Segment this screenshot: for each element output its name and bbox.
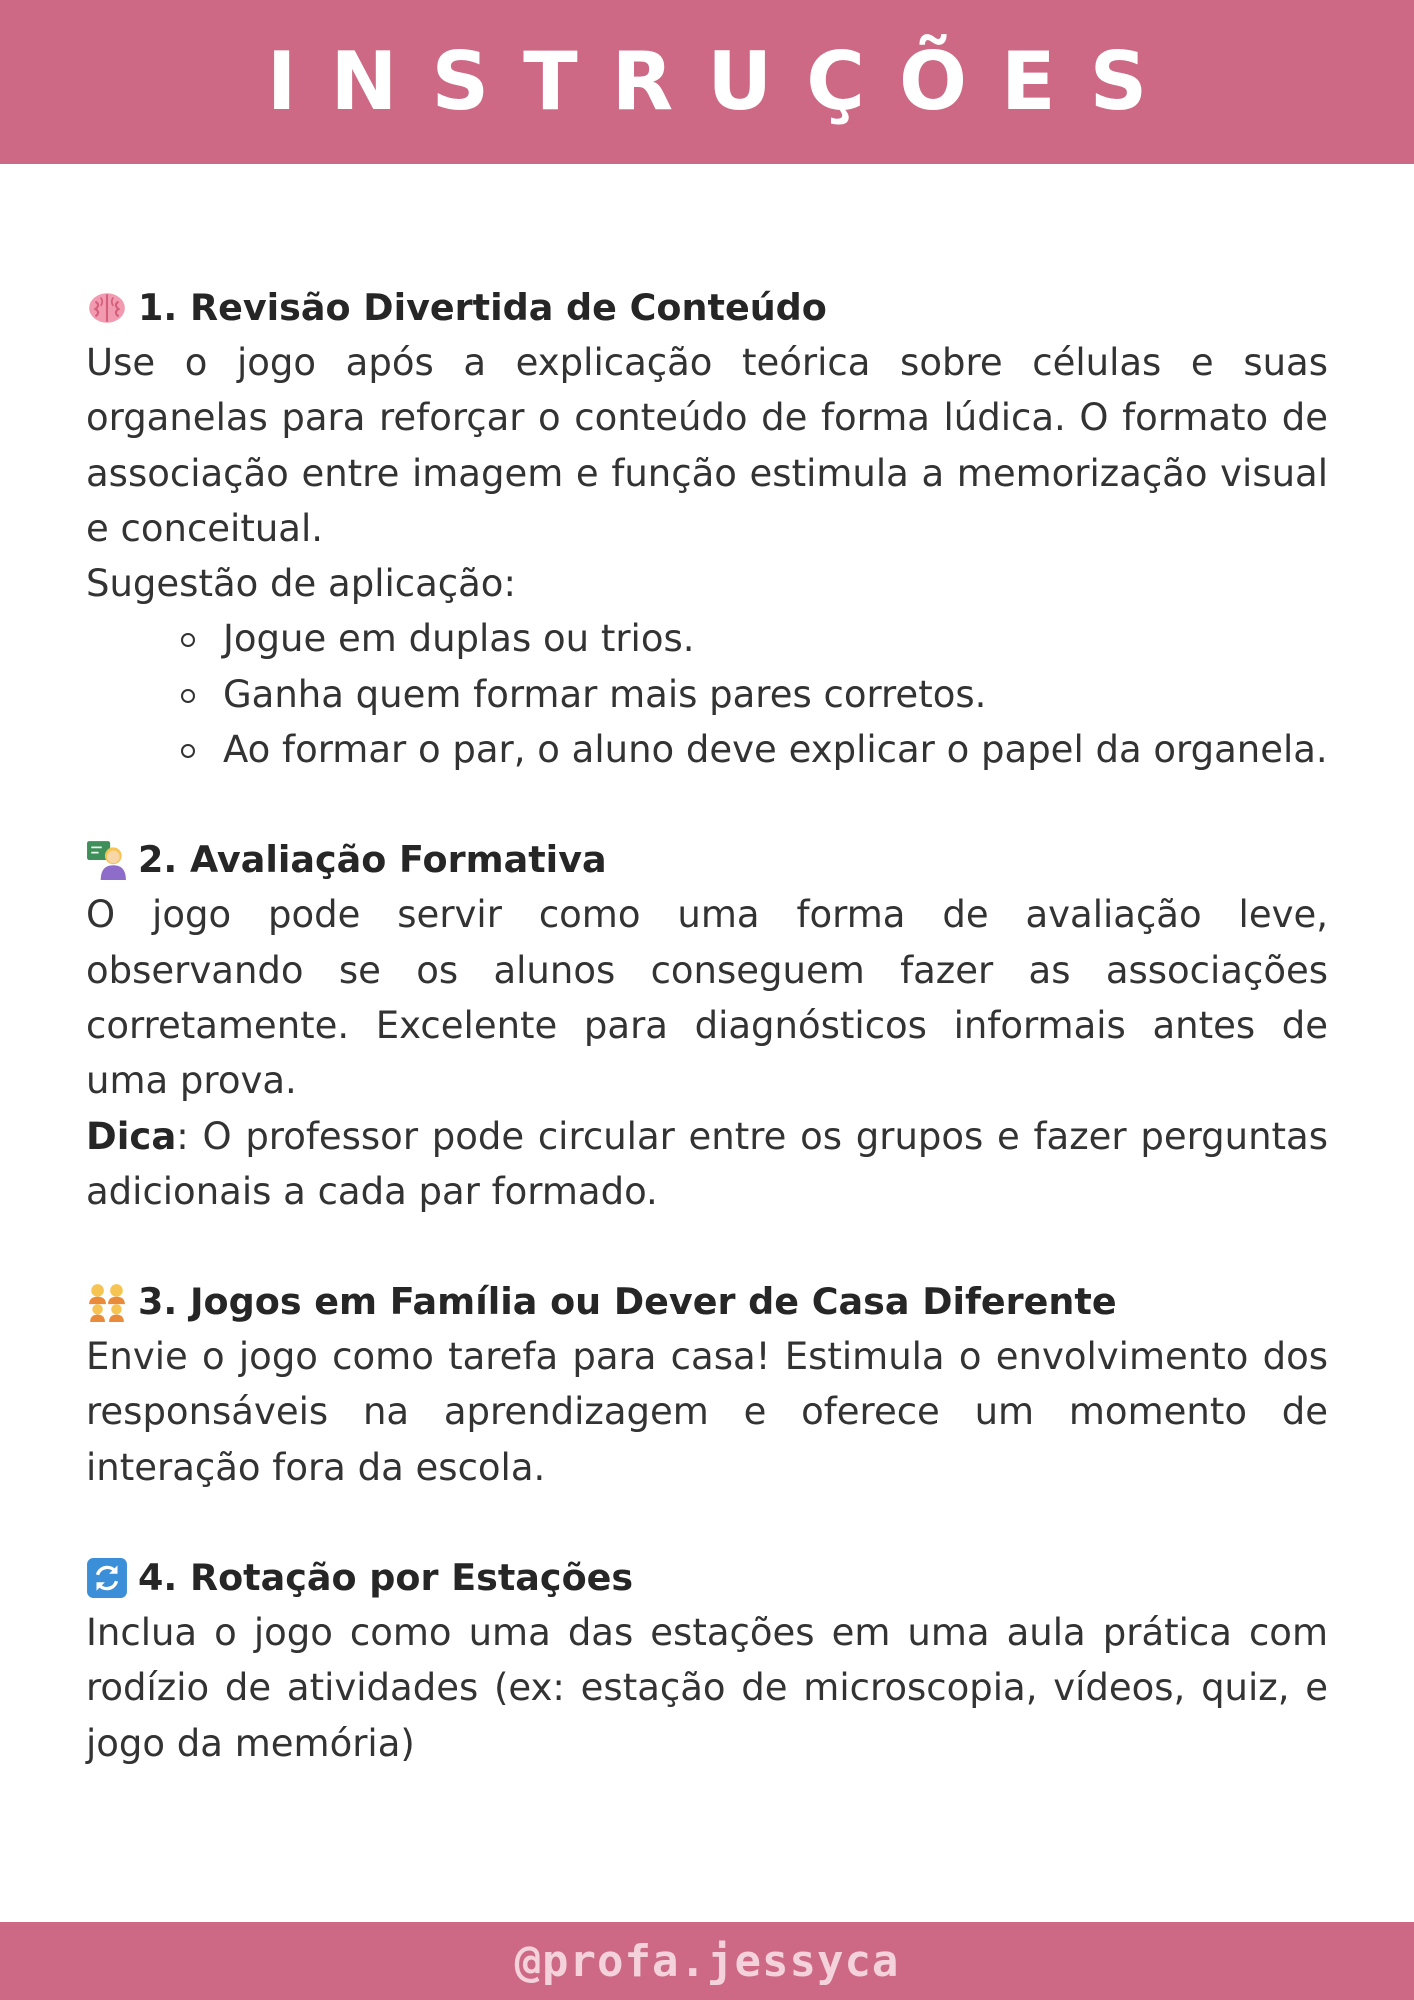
rotation-arrows-icon (86, 1557, 128, 1599)
teacher-icon (86, 839, 128, 881)
suggestion-list (86, 611, 1328, 777)
brain-icon (86, 287, 128, 329)
section-body: Use o jogo após a explicação teórica sobre células e suas organelas para reforçar o conteúdo de forma lúdica. O formato de associação entre imagem e função estimula a memorização visual e conceitual. (86, 341, 1328, 550)
list-item-text: Ao formar o par, o aluno deve explicar o papel da organela. (223, 728, 1328, 772)
bullet-circle-icon (181, 744, 195, 758)
header-banner (0, 0, 1414, 164)
tip-text: : O professor pode circular entre os grupos e fazer perguntas adicionais a cada par formado. (86, 1114, 1328, 1213)
section-title (86, 832, 1328, 887)
section-title (86, 1274, 1328, 1329)
section-body: O jogo pode servir como uma forma de avaliação leve, observando se os alunos conseguem fazer as associações corretamente. Excelente para diagnósticos informais antes de uma prova. (86, 893, 1328, 1103)
section-title-text: 4. Rotação por Estações (138, 1556, 634, 1600)
section-revisao (86, 280, 1328, 777)
list-item (223, 611, 1328, 666)
section-familia (86, 1274, 1328, 1495)
bullet-circle-icon (181, 689, 195, 703)
suggestion-label: Sugestão de aplicação: (86, 562, 516, 606)
page-title: INSTRUÇÕES (266, 35, 1182, 128)
list-item-text: Ganha quem formar mais pares corretos. (223, 672, 987, 716)
section-body: Envie o jogo como tarefa para casa! Estimula o envolvimento dos responsáveis na aprendizagem e oferece um momento de interação fora da escola. (86, 1335, 1328, 1489)
list-item-text: Jogue em duplas ou trios. (223, 617, 695, 661)
section-title-text: 2. Avaliação Formativa (138, 838, 607, 882)
list-item (223, 667, 1328, 722)
footer-banner (0, 1922, 1414, 2000)
section-title-text: 3. Jogos em Família ou Dever de Casa Diferente (138, 1280, 1117, 1324)
section-title (86, 280, 1328, 335)
tip-paragraph (86, 1109, 1328, 1220)
author-handle: @profa.jessyca (514, 1935, 900, 1987)
list-item (223, 722, 1328, 777)
section-rotacao (86, 1550, 1328, 1771)
section-title (86, 1550, 1328, 1605)
section-title-text: 1. Revisão Divertida de Conteúdo (138, 286, 827, 329)
bullet-circle-icon (181, 633, 195, 647)
section-avaliacao (86, 832, 1328, 1219)
instructions-content (86, 280, 1328, 1826)
family-icon (86, 1281, 128, 1323)
tip-label: Dica (86, 1114, 177, 1158)
section-body: Inclua o jogo como uma das estações em uma aula prática com rodízio de atividades (ex: estação de microscopia, vídeos, quiz, e jogo da memória) (86, 1611, 1328, 1765)
